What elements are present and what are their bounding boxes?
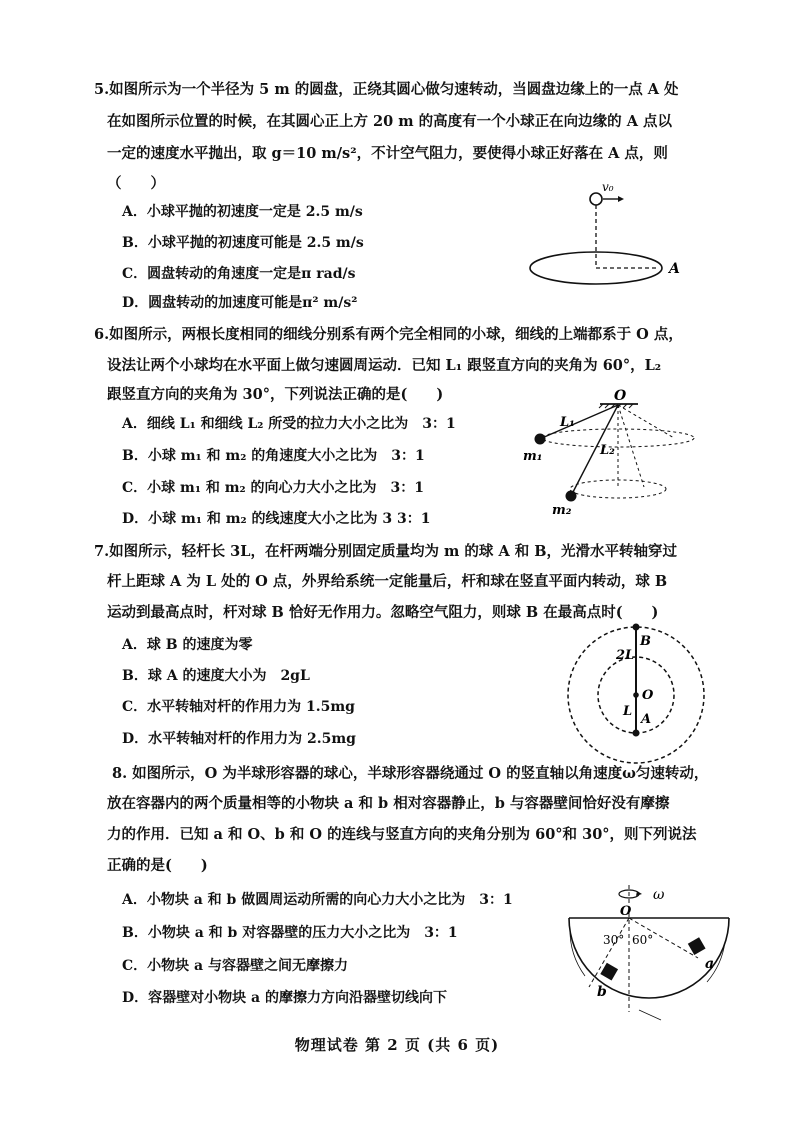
q8-figure-hemisphere xyxy=(565,882,745,1022)
q7-b-label: B xyxy=(640,634,651,649)
q7-pivot-o xyxy=(633,692,639,698)
q5-velocity-label: v₀ xyxy=(602,180,614,194)
q8-stem-line-3: 力的作用．已知 a 和 O、b 和 O 的连线与竖直方向的夹角分别为 60°和 30°，则下列说法 xyxy=(107,826,697,843)
q8-option-b: B．小物块 a 和 b 对容器壁的压力大小之比为 3：1 xyxy=(122,925,458,941)
q7-ball-a xyxy=(633,730,640,737)
q6-option-d: D．小球 m₁ 和 m₂ 的线速度大小之比为 3 3：1 xyxy=(122,511,431,527)
q5-answer-blank: （ ） xyxy=(107,175,165,192)
q7-option-d: D．水平转轴对杆的作用力为 2.5mg xyxy=(122,731,356,747)
q7-a-label: A xyxy=(641,712,652,727)
q8-angle-60-label: 60° xyxy=(632,933,654,947)
q5-option-b: B．小球平抛的初速度可能是 2.5 m/s xyxy=(122,235,364,251)
q8-stem-line-2: 放在容器内的两个质量相等的小物块 a 和 b 相对容器静止，b 与容器壁间恰好没有摩擦 xyxy=(107,795,670,812)
q6-stem-line-3: 跟竖直方向的夹角为 30°，下列说法正确的是( ) xyxy=(107,386,444,403)
q8-option-d: D．容器壁对小物块 a 的摩擦力方向沿器壁切线向下 xyxy=(122,990,447,1006)
q7-stem-line-1: 7.如图所示，轻杆长 3L，在杆两端分别固定质量均为 m 的球 A 和 B，光滑水平转轴穿过 xyxy=(94,543,678,560)
q8-stem-line-1: 8. 如图所示，O 为半球形容器的球心，半球形容器绕通过 O 的竖直轴以角速度ω匀速转动， xyxy=(112,765,709,782)
q5-figure-disk xyxy=(525,178,695,290)
q6-l1-label: L₁ xyxy=(560,415,575,430)
q6-l2-label: L₂ xyxy=(600,443,615,458)
q7-o-label: O xyxy=(642,688,654,703)
q8-b-label: b xyxy=(597,984,607,1000)
q6-stem-line-2: 设法让两个小球均在水平面上做匀速圆周运动．已知 L₁ 跟竖直方向的夹角为 60°，L₂ xyxy=(107,357,662,374)
q5-option-d: D．圆盘转动的加速度可能是π² m/s² xyxy=(122,295,358,311)
q6-stem-line-1: 6.如图所示，两根长度相同的细线分别系有两个完全相同的小球，细线的上端都系于 O 点， xyxy=(94,326,683,343)
q7-figure-rotating-rod xyxy=(565,620,715,770)
q8-omega-label: ω xyxy=(653,887,665,903)
q8-option-a: A．小物块 a 和 b 做圆周运动所需的向心力大小之比为 3：1 xyxy=(122,892,513,908)
q6-ball-m1 xyxy=(535,434,546,445)
q6-o-label: O xyxy=(614,388,627,404)
q8-block-a xyxy=(688,937,706,955)
q6-m1-label: m₁ xyxy=(523,449,543,464)
q8-stem-line-4: 正确的是( ) xyxy=(107,857,208,874)
q5-point-a-label: A xyxy=(669,261,680,277)
q7-2l-label: 2L xyxy=(616,648,635,663)
q7-option-c: C．水平转轴对杆的作用力为 1.5mg xyxy=(122,699,355,715)
q5-ball xyxy=(590,193,602,205)
q8-block-b xyxy=(600,963,618,981)
q7-ball-b xyxy=(633,624,640,631)
page-footer: 物理试卷 第 2 页 (共 6 页) xyxy=(294,1036,500,1054)
q5-stem-line-3: 一定的速度水平抛出，取 g＝10 m/s²，不计空气阻力，要使得小球正好落在 A 点，则 xyxy=(107,145,668,162)
q6-m2-label: m₂ xyxy=(552,503,572,518)
q5-option-c: C．圆盘转动的角速度一定是π rad/s xyxy=(122,266,356,282)
q5-stem-line-2: 在如图所示位置的时候，在其圆心正上方 20 m 的高度有一个小球正在向边缘的 A 点以 xyxy=(107,113,673,130)
q5-stem-line-1: 5.如图所示为一个半径为 5 m 的圆盘，正绕其圆心做匀速转动，当圆盘边缘上的一点 A 处 xyxy=(94,81,679,98)
q8-option-c: C．小物块 a 与容器壁之间无摩擦力 xyxy=(122,958,348,974)
q6-figure-conical-pendulum xyxy=(520,386,700,518)
q8-a-label: a xyxy=(705,956,715,972)
q6-option-b: B．小球 m₁ 和 m₂ 的角速度大小之比为 3：1 xyxy=(122,448,425,464)
q7-option-b: B．球 A 的速度大小为 2gL xyxy=(122,668,310,684)
q7-stem-line-2: 杆上距球 A 为 L 处的 O 点，外界给系统一定能量后，杆和球在竖直平面内转动，球 B xyxy=(107,573,668,590)
q7-stem-line-3: 运动到最高点时，杆对球 B 恰好无作用力。忽略空气阻力，则球 B 在最高点时( ) xyxy=(107,604,659,621)
q6-option-c: C．小球 m₁ 和 m₂ 的向心力大小之比为 3：1 xyxy=(122,480,425,496)
q6-option-a: A．细线 L₁ 和细线 L₂ 所受的拉力大小之比为 3：1 xyxy=(122,416,456,432)
q8-o-label: O xyxy=(620,904,632,919)
q7-l-label: L xyxy=(623,704,633,719)
q5-option-a: A．小球平抛的初速度一定是 2.5 m/s xyxy=(122,204,363,220)
q6-ball-m2 xyxy=(566,491,577,502)
q7-option-a: A．球 B 的速度为零 xyxy=(122,637,253,653)
q8-angle-30-label: 30° xyxy=(603,933,625,947)
